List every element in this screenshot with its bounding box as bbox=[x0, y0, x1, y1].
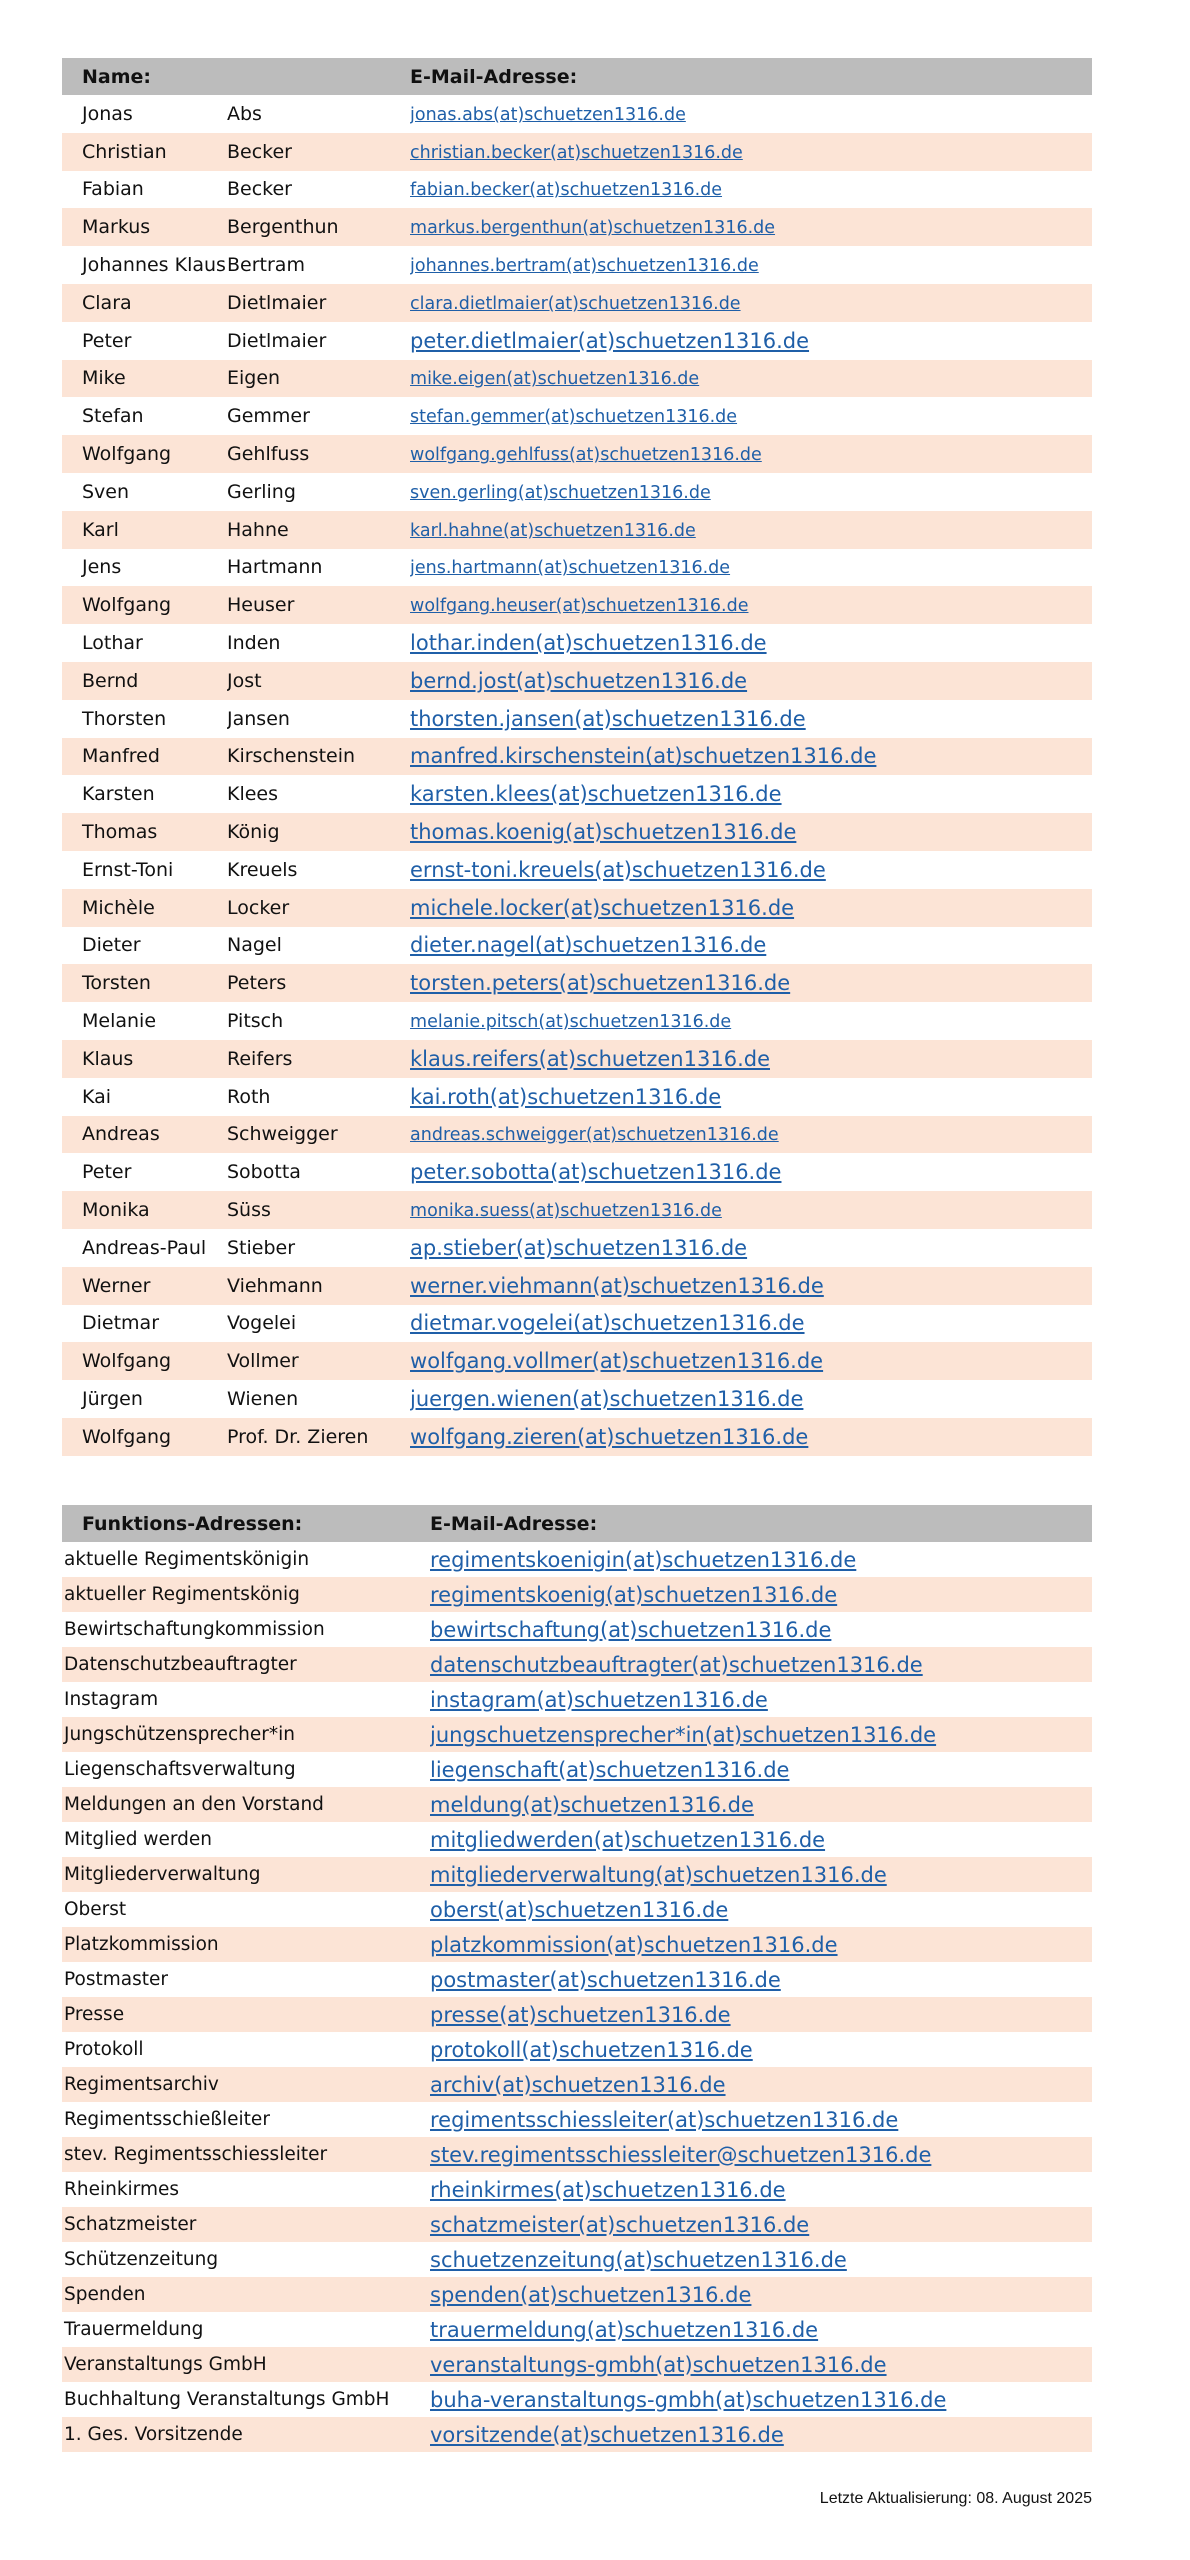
email-cell bbox=[410, 964, 1092, 1002]
first-name: Wolfgang bbox=[62, 435, 227, 473]
email-link[interactable]: melanie.pitsch(at)schuetzen1316.de bbox=[410, 1012, 732, 1033]
function-email-cell bbox=[430, 2032, 1092, 2067]
function-email-link[interactable]: protokoll(at)schuetzen1316.de bbox=[430, 2037, 753, 2062]
last-name: Kreuels bbox=[227, 851, 410, 889]
function-row bbox=[62, 2312, 1092, 2347]
function-email-cell bbox=[430, 2277, 1092, 2312]
last-name: König bbox=[227, 813, 410, 851]
first-name: Lothar bbox=[62, 624, 227, 662]
email-link[interactable]: jonas.abs(at)schuetzen1316.de bbox=[410, 104, 686, 125]
email-link[interactable]: dietmar.vogelei(at)schuetzen1316.de bbox=[410, 1311, 805, 1336]
function-label: Meldungen an den Vorstand bbox=[62, 1787, 430, 1822]
email-cell bbox=[410, 1002, 1092, 1040]
function-column-header: Funktions-Adressen: bbox=[62, 1505, 430, 1542]
member-row bbox=[62, 813, 1092, 851]
first-name: Andreas-Paul bbox=[62, 1229, 227, 1267]
email-link[interactable]: karl.hahne(at)schuetzen1316.de bbox=[410, 520, 696, 541]
function-row bbox=[62, 2242, 1092, 2277]
function-label: Protokoll bbox=[62, 2032, 430, 2067]
last-name: Viehmann bbox=[227, 1267, 410, 1305]
email-link[interactable]: clara.dietlmaier(at)schuetzen1316.de bbox=[410, 293, 741, 314]
function-email-cell bbox=[430, 2172, 1092, 2207]
function-email-link[interactable]: meldung(at)schuetzen1316.de bbox=[430, 1792, 754, 1817]
function-row bbox=[62, 2172, 1092, 2207]
function-row bbox=[62, 2382, 1092, 2417]
email-cell bbox=[410, 1229, 1092, 1267]
email-link[interactable]: ernst-toni.kreuels(at)schuetzen1316.de bbox=[410, 857, 826, 882]
first-name: Christian bbox=[62, 133, 227, 171]
function-email-link[interactable]: bewirtschaftung(at)schuetzen1316.de bbox=[430, 1617, 832, 1642]
function-email-cell bbox=[430, 1612, 1092, 1647]
function-email-link[interactable]: schuetzenzeitung(at)schuetzen1316.de bbox=[430, 2247, 847, 2272]
function-email-cell bbox=[430, 2207, 1092, 2242]
member-row bbox=[62, 1229, 1092, 1267]
function-row bbox=[62, 2102, 1092, 2137]
last-name: Sobotta bbox=[227, 1153, 410, 1191]
last-name: Vogelei bbox=[227, 1305, 410, 1343]
function-email-cell bbox=[430, 2417, 1092, 2452]
member-row bbox=[62, 1191, 1092, 1229]
function-row bbox=[62, 1857, 1092, 1892]
function-label: stev. Regimentsschiessleiter bbox=[62, 2137, 430, 2172]
last-name: Becker bbox=[227, 171, 410, 209]
email-link[interactable]: wolfgang.heuser(at)schuetzen1316.de bbox=[410, 596, 749, 617]
last-name: Hahne bbox=[227, 511, 410, 549]
member-row bbox=[62, 360, 1092, 398]
function-email-link[interactable]: liegenschaft(at)schuetzen1316.de bbox=[430, 1757, 790, 1782]
first-name: Jonas bbox=[62, 95, 227, 133]
members-table bbox=[62, 58, 1092, 1456]
email-link[interactable]: michele.locker(at)schuetzen1316.de bbox=[410, 895, 795, 920]
function-row bbox=[62, 2067, 1092, 2102]
email-cell bbox=[410, 1116, 1092, 1154]
email-cell bbox=[410, 246, 1092, 284]
functions-table bbox=[62, 1505, 1092, 2452]
member-row bbox=[62, 738, 1092, 776]
member-row bbox=[62, 208, 1092, 246]
email-link[interactable]: monika.suess(at)schuetzen1316.de bbox=[410, 1201, 722, 1221]
email-cell bbox=[410, 1267, 1092, 1305]
function-email-cell bbox=[430, 1857, 1092, 1892]
function-email-cell bbox=[430, 1542, 1092, 1577]
first-name: Karl bbox=[62, 511, 227, 549]
first-name: Peter bbox=[62, 1153, 227, 1191]
function-email-link[interactable]: regimentsschiessleiter(at)schuetzen1316.de bbox=[430, 2107, 899, 2132]
member-row bbox=[62, 549, 1092, 587]
member-row bbox=[62, 1342, 1092, 1380]
member-row bbox=[62, 586, 1092, 624]
email-cell bbox=[410, 1305, 1092, 1343]
member-row bbox=[62, 1305, 1092, 1343]
function-row bbox=[62, 1927, 1092, 1962]
member-row bbox=[62, 927, 1092, 965]
function-email-link[interactable]: postmaster(at)schuetzen1316.de bbox=[430, 1967, 781, 1992]
member-row bbox=[62, 511, 1092, 549]
last-name: Gehlfuss bbox=[227, 435, 410, 473]
last-name: Gerling bbox=[227, 473, 410, 511]
first-name: Manfred bbox=[62, 738, 227, 776]
member-row bbox=[62, 662, 1092, 700]
member-row bbox=[62, 1267, 1092, 1305]
email-cell bbox=[410, 133, 1092, 171]
member-row bbox=[62, 246, 1092, 284]
email-link[interactable]: karsten.klees(at)schuetzen1316.de bbox=[410, 782, 782, 807]
last-name: Nagel bbox=[227, 927, 410, 965]
email-cell bbox=[410, 360, 1092, 398]
email-link[interactable]: markus.bergenthun(at)schuetzen1316.de bbox=[410, 218, 776, 239]
function-email-cell bbox=[430, 2102, 1092, 2137]
function-label: Liegenschaftsverwaltung bbox=[62, 1752, 430, 1787]
member-row bbox=[62, 964, 1092, 1002]
function-label: Buchhaltung Veranstaltungs GmbH bbox=[62, 2382, 430, 2417]
member-row bbox=[62, 1116, 1092, 1154]
email-link[interactable]: ap.stieber(at)schuetzen1316.de bbox=[410, 1235, 748, 1260]
first-name: Peter bbox=[62, 322, 227, 360]
email-cell bbox=[410, 1380, 1092, 1418]
function-label: Regimentsarchiv bbox=[62, 2067, 430, 2102]
email-cell bbox=[410, 435, 1092, 473]
email-cell bbox=[410, 586, 1092, 624]
function-email-cell bbox=[430, 1962, 1092, 1997]
function-label: Regimentsschießleiter bbox=[62, 2102, 430, 2137]
function-email-cell bbox=[430, 1752, 1092, 1787]
email-link[interactable]: bernd.jost(at)schuetzen1316.de bbox=[410, 668, 748, 693]
email-link[interactable]: manfred.kirschenstein(at)schuetzen1316.de bbox=[410, 744, 877, 769]
function-label: Jungschützensprecher*in bbox=[62, 1717, 430, 1752]
first-name: Melanie bbox=[62, 1002, 227, 1040]
member-row bbox=[62, 889, 1092, 927]
functions-header-row bbox=[62, 1505, 1092, 1542]
email-link[interactable]: andreas.schweigger(at)schuetzen1316.de bbox=[410, 1125, 779, 1146]
first-name: Werner bbox=[62, 1267, 227, 1305]
email-cell bbox=[410, 738, 1092, 776]
function-email-cell bbox=[430, 1577, 1092, 1612]
function-row bbox=[62, 1822, 1092, 1857]
email-link[interactable]: torsten.peters(at)schuetzen1316.de bbox=[410, 971, 791, 996]
member-row bbox=[62, 171, 1092, 209]
member-row bbox=[62, 700, 1092, 738]
function-email-cell bbox=[430, 1927, 1092, 1962]
last-name: Gemmer bbox=[227, 397, 410, 435]
function-label: 1. Ges. Vorsitzende bbox=[62, 2417, 430, 2452]
function-row bbox=[62, 1577, 1092, 1612]
member-row bbox=[62, 133, 1092, 171]
function-row bbox=[62, 2207, 1092, 2242]
email-link[interactable]: lothar.inden(at)schuetzen1316.de bbox=[410, 631, 767, 656]
email-link[interactable]: peter.sobotta(at)schuetzen1316.de bbox=[410, 1160, 782, 1185]
email-cell bbox=[410, 700, 1092, 738]
first-name: Monika bbox=[62, 1191, 227, 1229]
first-name: Thorsten bbox=[62, 700, 227, 738]
first-name: Klaus bbox=[62, 1040, 227, 1078]
function-label: Bewirtschaftungkommission bbox=[62, 1612, 430, 1647]
last-name: Heuser bbox=[227, 586, 410, 624]
email-link[interactable]: jens.hartmann(at)schuetzen1316.de bbox=[410, 558, 731, 579]
function-row bbox=[62, 1612, 1092, 1647]
email-cell bbox=[410, 1153, 1092, 1191]
function-email-link[interactable]: veranstaltungs-gmbh(at)schuetzen1316.de bbox=[430, 2352, 887, 2377]
function-row bbox=[62, 1542, 1092, 1577]
function-email-cell bbox=[430, 2347, 1092, 2382]
first-name: Michèle bbox=[62, 889, 227, 927]
last-name: Becker bbox=[227, 133, 410, 171]
last-updated: Letzte Aktualisierung: 08. August 2025 bbox=[819, 2490, 1092, 2507]
first-name: Jürgen bbox=[62, 1380, 227, 1418]
function-label: Platzkommission bbox=[62, 1927, 430, 1962]
function-email-link[interactable]: archiv(at)schuetzen1316.de bbox=[430, 2072, 726, 2097]
name-column-header: Name: bbox=[62, 58, 410, 95]
function-email-link[interactable]: datenschutzbeauftragter(at)schuetzen1316.de bbox=[430, 1652, 923, 1677]
first-name: Kai bbox=[62, 1078, 227, 1116]
last-name: Locker bbox=[227, 889, 410, 927]
last-name: Peters bbox=[227, 964, 410, 1002]
function-row bbox=[62, 1892, 1092, 1927]
last-name: Dietlmaier bbox=[227, 322, 410, 360]
last-name: Jost bbox=[227, 662, 410, 700]
email-link[interactable]: peter.dietlmaier(at)schuetzen1316.de bbox=[410, 328, 810, 353]
email-link[interactable]: klaus.reifers(at)schuetzen1316.de bbox=[410, 1046, 770, 1071]
email-cell bbox=[410, 1078, 1092, 1116]
function-row bbox=[62, 1962, 1092, 1997]
first-name: Dieter bbox=[62, 927, 227, 965]
last-name: Vollmer bbox=[227, 1342, 410, 1380]
last-name: Abs bbox=[227, 95, 410, 133]
email-cell bbox=[410, 851, 1092, 889]
email-cell bbox=[410, 95, 1092, 133]
function-email-cell bbox=[430, 1892, 1092, 1927]
function-label: Oberst bbox=[62, 1892, 430, 1927]
last-name: Stieber bbox=[227, 1229, 410, 1267]
member-row bbox=[62, 1380, 1092, 1418]
member-row bbox=[62, 1040, 1092, 1078]
function-email-cell bbox=[430, 2242, 1092, 2277]
function-label: Schatzmeister bbox=[62, 2207, 430, 2242]
email-link[interactable]: wolfgang.zieren(at)schuetzen1316.de bbox=[410, 1424, 809, 1449]
email-link[interactable]: wolfgang.gehlfuss(at)schuetzen1316.de bbox=[410, 445, 762, 466]
function-email-cell bbox=[430, 2312, 1092, 2347]
email-cell bbox=[410, 1040, 1092, 1078]
last-name: Süss bbox=[227, 1191, 410, 1229]
function-email-link[interactable]: regimentskoenig(at)schuetzen1316.de bbox=[430, 1582, 838, 1607]
function-email-link[interactable]: schatzmeister(at)schuetzen1316.de bbox=[430, 2212, 810, 2237]
function-email-cell bbox=[430, 2382, 1092, 2417]
function-label: Veranstaltungs GmbH bbox=[62, 2347, 430, 2382]
last-name: Wienen bbox=[227, 1380, 410, 1418]
first-name: Thomas bbox=[62, 813, 227, 851]
email-link[interactable]: kai.roth(at)schuetzen1316.de bbox=[410, 1084, 722, 1109]
function-row bbox=[62, 2417, 1092, 2452]
first-name: Johannes Klaus bbox=[62, 246, 227, 284]
last-name: Kirschenstein bbox=[227, 738, 410, 776]
email-cell bbox=[410, 284, 1092, 322]
email-cell bbox=[410, 322, 1092, 360]
function-email-link[interactable]: vorsitzende(at)schuetzen1316.de bbox=[430, 2422, 784, 2447]
function-email-link[interactable]: buha-veranstaltungs-gmbh(at)schuetzen1316.de bbox=[430, 2387, 947, 2412]
function-email-link[interactable]: oberst(at)schuetzen1316.de bbox=[430, 1897, 729, 1922]
last-name: Inden bbox=[227, 624, 410, 662]
function-label: Postmaster bbox=[62, 1962, 430, 1997]
last-name: Jansen bbox=[227, 700, 410, 738]
first-name: Bernd bbox=[62, 662, 227, 700]
last-name: Roth bbox=[227, 1078, 410, 1116]
last-name: Bergenthun bbox=[227, 208, 410, 246]
email-cell bbox=[410, 208, 1092, 246]
function-label: Mitgliederverwaltung bbox=[62, 1857, 430, 1892]
first-name: Wolfgang bbox=[62, 586, 227, 624]
last-name: Dietlmaier bbox=[227, 284, 410, 322]
function-email-link[interactable]: spenden(at)schuetzen1316.de bbox=[430, 2282, 752, 2307]
email-link[interactable]: thorsten.jansen(at)schuetzen1316.de bbox=[410, 706, 806, 731]
email-cell bbox=[410, 171, 1092, 209]
function-row bbox=[62, 2032, 1092, 2067]
last-name: Bertram bbox=[227, 246, 410, 284]
first-name: Fabian bbox=[62, 171, 227, 209]
function-label: Trauermeldung bbox=[62, 2312, 430, 2347]
first-name: Clara bbox=[62, 284, 227, 322]
function-email-link[interactable]: instagram(at)schuetzen1316.de bbox=[430, 1687, 768, 1712]
function-row bbox=[62, 1647, 1092, 1682]
email-link[interactable]: wolfgang.vollmer(at)schuetzen1316.de bbox=[410, 1349, 824, 1374]
first-name: Ernst-Toni bbox=[62, 851, 227, 889]
last-name: Prof. Dr. Zieren bbox=[227, 1418, 410, 1456]
email-link[interactable]: christian.becker(at)schuetzen1316.de bbox=[410, 142, 743, 163]
email-cell bbox=[410, 662, 1092, 700]
first-name: Mike bbox=[62, 360, 227, 398]
function-label: aktueller Regimentskönig bbox=[62, 1577, 430, 1612]
first-name: Dietmar bbox=[62, 1305, 227, 1343]
email-cell bbox=[410, 1418, 1092, 1456]
last-name: Hartmann bbox=[227, 549, 410, 587]
function-row bbox=[62, 2277, 1092, 2312]
member-row bbox=[62, 1418, 1092, 1456]
members-header-row bbox=[62, 58, 1092, 95]
function-email-link[interactable]: platzkommission(at)schuetzen1316.de bbox=[430, 1932, 838, 1957]
email-cell bbox=[410, 397, 1092, 435]
email-link[interactable]: dieter.nagel(at)schuetzen1316.de bbox=[410, 933, 767, 958]
email-link[interactable]: johannes.bertram(at)schuetzen1316.de bbox=[410, 256, 759, 277]
function-label: Spenden bbox=[62, 2277, 430, 2312]
function-label: Datenschutzbeauftragter bbox=[62, 1647, 430, 1682]
member-row bbox=[62, 322, 1092, 360]
member-row bbox=[62, 851, 1092, 889]
function-email-link[interactable]: trauermeldung(at)schuetzen1316.de bbox=[430, 2317, 819, 2342]
function-email-column-header: E-Mail-Adresse: bbox=[430, 1505, 1092, 1542]
email-link[interactable]: sven.gerling(at)schuetzen1316.de bbox=[410, 482, 711, 503]
function-email-link[interactable]: mitgliedwerden(at)schuetzen1316.de bbox=[430, 1827, 826, 1852]
member-row bbox=[62, 95, 1092, 133]
first-name: Wolfgang bbox=[62, 1342, 227, 1380]
first-name: Wolfgang bbox=[62, 1418, 227, 1456]
member-row bbox=[62, 397, 1092, 435]
first-name: Markus bbox=[62, 208, 227, 246]
function-label: aktuelle Regimentskönigin bbox=[62, 1542, 430, 1577]
first-name: Jens bbox=[62, 549, 227, 587]
email-cell bbox=[410, 624, 1092, 662]
email-link[interactable]: thomas.koenig(at)schuetzen1316.de bbox=[410, 820, 797, 845]
email-cell bbox=[410, 549, 1092, 587]
function-email-link[interactable]: regimentskoenigin(at)schuetzen1316.de bbox=[430, 1547, 857, 1572]
function-row bbox=[62, 1997, 1092, 2032]
function-email-cell bbox=[430, 1717, 1092, 1752]
last-name: Schweigger bbox=[227, 1116, 410, 1154]
member-row bbox=[62, 1078, 1092, 1116]
member-row bbox=[62, 284, 1092, 322]
email-link[interactable]: werner.viehmann(at)schuetzen1316.de bbox=[410, 1273, 824, 1298]
first-name: Stefan bbox=[62, 397, 227, 435]
function-email-cell bbox=[430, 1787, 1092, 1822]
function-row bbox=[62, 2137, 1092, 2172]
member-row bbox=[62, 435, 1092, 473]
function-label: Rheinkirmes bbox=[62, 2172, 430, 2207]
function-row bbox=[62, 1717, 1092, 1752]
email-link[interactable]: juergen.wienen(at)schuetzen1316.de bbox=[410, 1386, 804, 1411]
email-cell bbox=[410, 1342, 1092, 1380]
email-cell bbox=[410, 473, 1092, 511]
last-name: Pitsch bbox=[227, 1002, 410, 1040]
last-name: Eigen bbox=[227, 360, 410, 398]
email-cell bbox=[410, 813, 1092, 851]
last-name: Klees bbox=[227, 775, 410, 813]
member-row bbox=[62, 775, 1092, 813]
function-label: Schützenzeitung bbox=[62, 2242, 430, 2277]
email-cell bbox=[410, 511, 1092, 549]
function-email-link[interactable]: jungschuetzensprecher*in(at)schuetzen1316.de bbox=[430, 1722, 937, 1747]
function-row bbox=[62, 1787, 1092, 1822]
email-link[interactable]: fabian.becker(at)schuetzen1316.de bbox=[410, 180, 723, 201]
email-cell bbox=[410, 889, 1092, 927]
function-row bbox=[62, 1752, 1092, 1787]
function-email-link[interactable]: stev.regimentsschiessleiter@schuetzen1316.de bbox=[430, 2142, 932, 2167]
function-label: Mitglied werden bbox=[62, 1822, 430, 1857]
function-email-link[interactable]: presse(at)schuetzen1316.de bbox=[430, 2002, 731, 2027]
first-name: Sven bbox=[62, 473, 227, 511]
member-row bbox=[62, 1002, 1092, 1040]
member-row bbox=[62, 624, 1092, 662]
function-email-cell bbox=[430, 1822, 1092, 1857]
function-email-cell bbox=[430, 1647, 1092, 1682]
first-name: Torsten bbox=[62, 964, 227, 1002]
function-row bbox=[62, 2347, 1092, 2382]
function-email-cell bbox=[430, 1682, 1092, 1717]
first-name: Karsten bbox=[62, 775, 227, 813]
member-row bbox=[62, 473, 1092, 511]
email-cell bbox=[410, 1191, 1092, 1229]
email-link[interactable]: stefan.gemmer(at)schuetzen1316.de bbox=[410, 407, 738, 428]
email-link[interactable]: mike.eigen(at)schuetzen1316.de bbox=[410, 369, 700, 390]
first-name: Andreas bbox=[62, 1116, 227, 1154]
last-name: Reifers bbox=[227, 1040, 410, 1078]
email-cell bbox=[410, 775, 1092, 813]
email-column-header: E-Mail-Adresse: bbox=[410, 58, 1092, 95]
function-email-link[interactable]: rheinkirmes(at)schuetzen1316.de bbox=[430, 2177, 786, 2202]
function-email-cell bbox=[430, 2137, 1092, 2172]
function-label: Presse bbox=[62, 1997, 430, 2032]
member-row bbox=[62, 1153, 1092, 1191]
function-email-link[interactable]: mitgliederverwaltung(at)schuetzen1316.de bbox=[430, 1862, 887, 1887]
function-row bbox=[62, 1682, 1092, 1717]
function-email-cell bbox=[430, 2067, 1092, 2102]
function-email-cell bbox=[430, 1997, 1092, 2032]
function-label: Instagram bbox=[62, 1682, 430, 1717]
email-cell bbox=[410, 927, 1092, 965]
